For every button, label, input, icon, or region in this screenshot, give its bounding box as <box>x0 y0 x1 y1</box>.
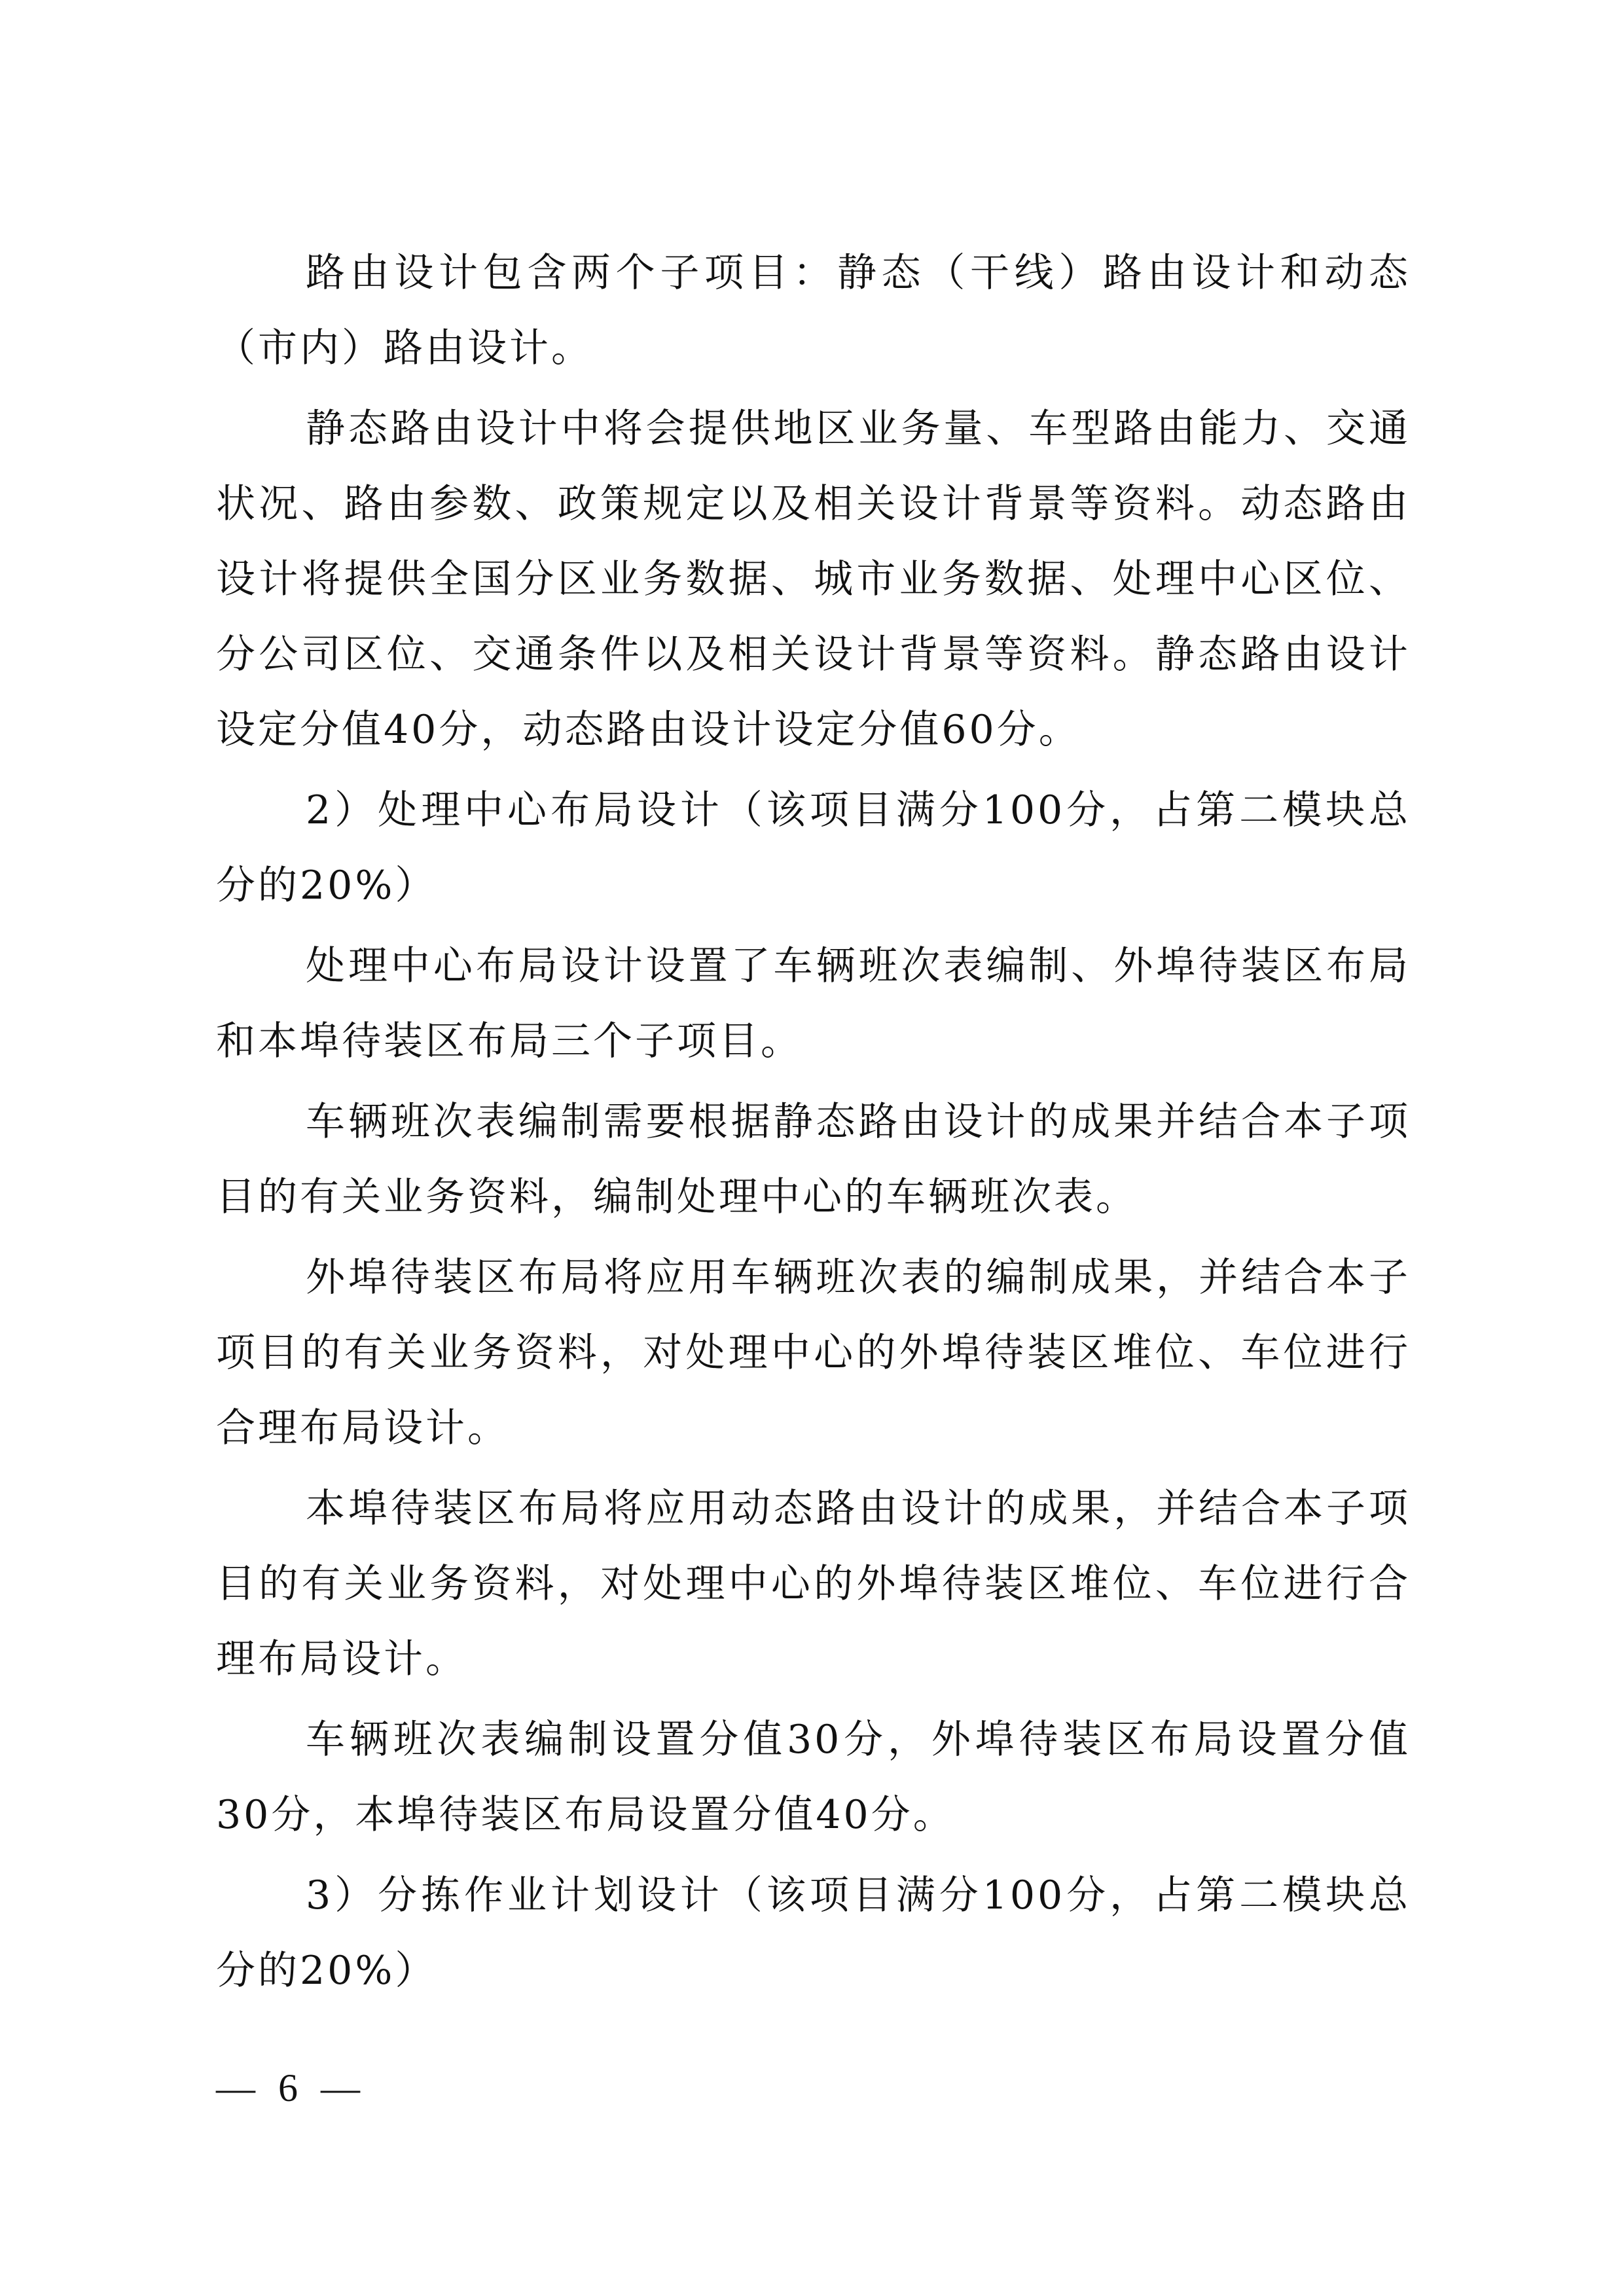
paragraph-routing-overview: 路由设计包含两个子项目：静态（干线）路由设计和动态（市内）路由设计。 <box>216 250 1411 371</box>
document-body <box>216 236 1411 2014</box>
paragraph-vehicle-schedule: 车辆班次表编制需要根据静态路由设计的成果并结合本子项目的有关业务资料，编制处理中心的车辆班次表。 <box>216 1099 1411 1220</box>
paragraph-local-staging: 本埠待装区布局将应用动态路由设计的成果，并结合本子项目的有关业务资料，对处理中心的外埠待装区堆位、车位进行合理布局设计。 <box>216 1486 1411 1682</box>
page-number: — 6 — <box>216 2066 367 2109</box>
paragraph-outbound-staging: 外埠待装区布局将应用车辆班次表的编制成果，并结合本子项目的有关业务资料，对处理中心的外埠待装区堆位、车位进行合理布局设计。 <box>216 1255 1411 1451</box>
paragraph-center-layout-subprojects: 处理中心布局设计设置了车辆班次表编制、外埠待装区布局和本埠待装区布局三个子项目。 <box>216 943 1411 1064</box>
paragraph-score-allocation: 车辆班次表编制设置分值30分，外埠待装区布局设置分值30分，本埠待装区布局设置分值40分。 <box>216 1717 1411 1838</box>
section-heading-center-layout: 2）处理中心布局设计（该项目满分100分，占第二模块总分的20%） <box>216 787 1411 908</box>
paragraph-routing-details: 静态路由设计中将会提供地区业务量、车型路由能力、交通状况、路由参数、政策规定以及相关设计背景等资料。动态路由设计将提供全国分区业务数据、城市业务数据、处理中心区位、分公司区位、交通条件以及相关设计背景等资料。静态路由设计设定分值40分，动态路由设计设定分值60分。 <box>216 406 1411 753</box>
section-heading-sorting-plan: 3）分拣作业计划设计（该项目满分100分，占第二模块总分的20%） <box>216 1873 1411 1994</box>
